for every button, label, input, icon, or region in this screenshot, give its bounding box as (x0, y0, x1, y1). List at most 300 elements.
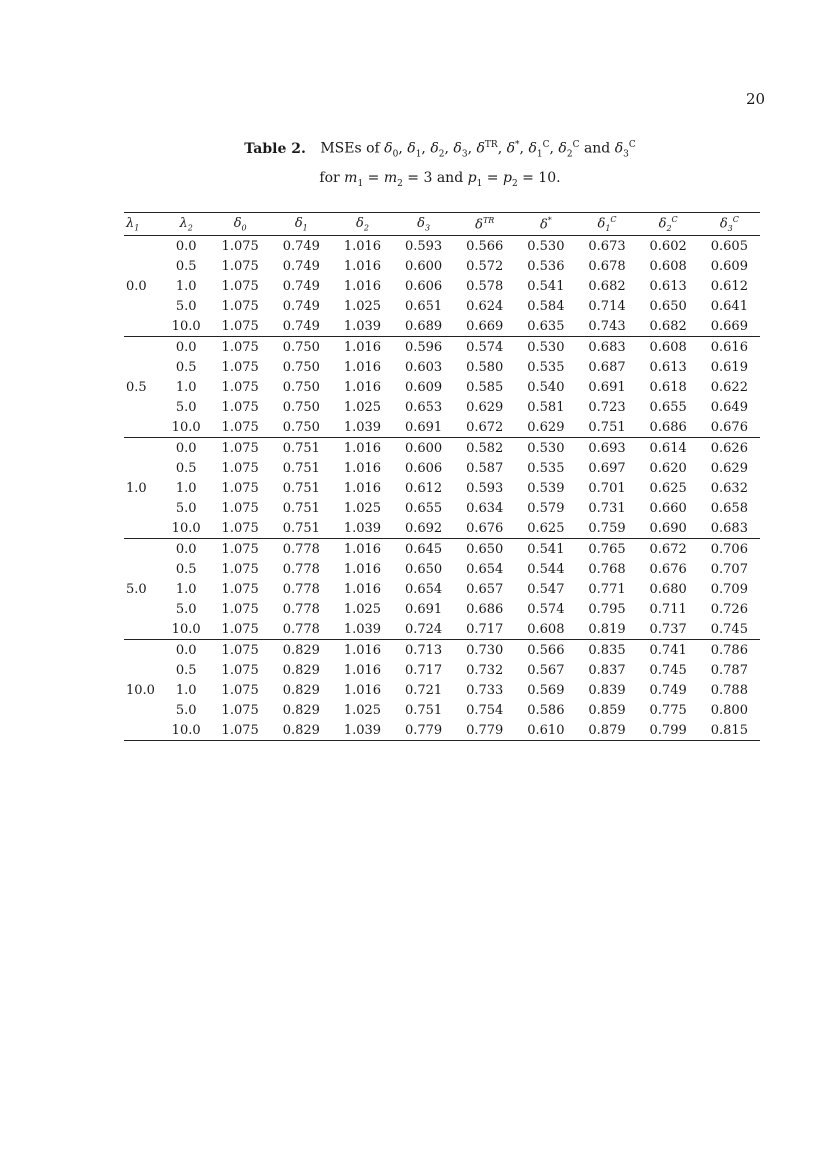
lambda1-cell (124, 417, 163, 438)
table-cell: 1.075 (210, 539, 271, 560)
table-cell: 0.629 (527, 419, 565, 435)
table-cell: 0.778 (271, 539, 332, 560)
lambda1-cell (124, 720, 163, 741)
lambda2-cell: 10.0 (171, 520, 201, 536)
table-row (124, 256, 760, 276)
table-cell: 0.650 (649, 298, 687, 314)
lambda2-cell: 0.0 (163, 640, 210, 661)
table-cell: 0.800 (710, 702, 748, 718)
table-cell: 0.724 (404, 621, 443, 637)
table-cell: 0.585 (466, 379, 504, 395)
column-header: $\delta_1^C$ (576, 213, 637, 236)
table-cell: 1.039 (343, 520, 382, 536)
table-cell: 1.075 (221, 480, 259, 496)
table-cell: 1.025 (343, 500, 382, 516)
table-cell: 0.741 (638, 640, 699, 661)
table-cell: 0.682 (588, 278, 626, 294)
table-row (124, 377, 760, 397)
table-cell: 0.750 (282, 419, 320, 435)
table-cell: 0.779 (393, 720, 454, 741)
table-cell: 0.596 (393, 337, 454, 358)
lambda2-cell: 0.5 (175, 258, 197, 274)
lambda1-cell (124, 296, 163, 316)
table-cell: 1.075 (221, 238, 259, 254)
caption-line-1: Table 2. MSEs of $\delta_0$, $\delta_1$, $\delta_2$, $\delta_3$, $\delta^{TR}$, δ*, $\delta_1^C$, $\delta_2^C$ and $\delta_3^C$ (244, 140, 636, 160)
table-cell: 0.586 (527, 702, 565, 718)
table-cell: 0.618 (649, 379, 687, 395)
table-cell: 0.672 (638, 539, 699, 560)
table-cell: 0.737 (649, 621, 687, 637)
table-cell: 0.778 (282, 621, 320, 637)
table-cell: 1.025 (343, 298, 382, 314)
table-cell: 0.625 (649, 480, 687, 496)
table-row (124, 660, 760, 680)
table-cell: 0.759 (588, 520, 626, 536)
table-cell: 0.658 (710, 500, 748, 516)
lambda1-cell (124, 660, 163, 680)
table-cell: 0.687 (588, 359, 626, 375)
table-cell: 1.016 (332, 438, 393, 459)
lambda2-cell: 10.0 (171, 621, 201, 637)
lambda1-cell (124, 559, 163, 579)
table-cell: 0.629 (466, 399, 504, 415)
table-cell: 0.778 (282, 581, 320, 597)
table-cell: 0.795 (588, 601, 626, 617)
table-cell: 0.654 (404, 581, 443, 597)
table-cell: 0.645 (393, 539, 454, 560)
table-cell: 0.799 (638, 720, 699, 741)
table-cell: 0.608 (649, 258, 687, 274)
table-cell: 1.016 (343, 238, 382, 254)
table-row (124, 700, 760, 720)
table-cell: 0.711 (649, 601, 687, 617)
lambda1-cell (124, 498, 163, 518)
table-cell: 0.829 (271, 640, 332, 661)
table-cell: 0.602 (649, 238, 687, 254)
table-cell: 0.581 (527, 399, 565, 415)
column-header: $\delta^{TR}$ (454, 213, 515, 236)
table-cell: 0.613 (649, 278, 687, 294)
table-cell: 0.686 (466, 601, 504, 617)
table-cell: 0.731 (588, 500, 626, 516)
table-cell: 1.075 (221, 298, 259, 314)
table-cell: 0.612 (710, 278, 748, 294)
table-cell: 1.016 (343, 662, 382, 678)
lambda1-cell (124, 700, 163, 720)
table-cell: 0.691 (588, 379, 626, 395)
table-cell: 0.691 (404, 601, 443, 617)
table-cell: 0.572 (466, 258, 504, 274)
table-row (124, 316, 760, 337)
table-cell: 0.683 (710, 520, 748, 536)
table-cell: 0.713 (393, 640, 454, 661)
column-header: δ* (515, 213, 576, 236)
table-cell: 0.535 (527, 460, 565, 476)
lambda1-cell: 1.0 (126, 480, 147, 496)
table-cell: 0.779 (454, 720, 515, 741)
caption-m-eq: = 3 and (407, 170, 464, 187)
table-cell: 1.075 (210, 337, 271, 358)
table-row (124, 438, 760, 459)
table-cell: 0.653 (404, 399, 443, 415)
table-cell: 0.859 (588, 702, 626, 718)
table-cell: 0.765 (576, 539, 637, 560)
table-row (124, 337, 760, 358)
lambda2-cell: 10.0 (171, 318, 201, 334)
table-cell: 0.733 (466, 682, 504, 698)
lambda2-cell: 0.0 (163, 337, 210, 358)
table-cell: 1.016 (332, 640, 393, 661)
table-cell: 0.778 (282, 601, 320, 617)
table-cell: 1.039 (343, 621, 382, 637)
table-row (124, 296, 760, 316)
lambda2-cell: 0.0 (163, 539, 210, 560)
table-cell: 0.754 (466, 702, 504, 718)
table-cell: 1.075 (210, 438, 271, 459)
table-row (124, 559, 760, 579)
table-cell: 0.569 (527, 682, 565, 698)
page-number: 20 (746, 90, 766, 108)
lambda1-cell (124, 619, 163, 640)
table-cell: 0.709 (710, 581, 748, 597)
table-cell: 0.839 (588, 682, 626, 698)
table-cell: 0.829 (282, 682, 320, 698)
table-cell: 0.750 (271, 337, 332, 358)
table-cell: 1.025 (343, 702, 382, 718)
lambda2-cell: 10.0 (171, 419, 201, 435)
table-cell: 1.075 (221, 601, 259, 617)
table-cell: 1.025 (343, 399, 382, 415)
mse-table (124, 212, 760, 741)
table-cell: 0.582 (454, 438, 515, 459)
table-cell: 0.609 (404, 379, 443, 395)
table-cell: 0.605 (710, 238, 748, 254)
table-cell: 0.751 (271, 438, 332, 459)
table-cell: 0.829 (282, 662, 320, 678)
table-cell: 0.634 (466, 500, 504, 516)
table-cell: 0.632 (710, 480, 748, 496)
table-cell: 0.593 (466, 480, 504, 496)
table-cell: 1.075 (221, 278, 259, 294)
table-row (124, 498, 760, 518)
column-header: $\delta_2^C$ (638, 213, 699, 236)
lambda1-cell (124, 458, 163, 478)
table-cell: 0.730 (454, 640, 515, 661)
table-cell: 1.075 (221, 682, 259, 698)
table-cell: 0.593 (404, 238, 443, 254)
table-cell: 1.039 (332, 720, 393, 741)
table-cell: 0.835 (576, 640, 637, 661)
table-cell: 0.690 (649, 520, 687, 536)
lambda2-cell: 0.5 (175, 561, 197, 577)
table-cell: 0.660 (649, 500, 687, 516)
table-cell: 0.603 (404, 359, 443, 375)
lambda1-cell (124, 236, 163, 257)
table-cell: 0.751 (282, 520, 320, 536)
table-cell: 0.626 (699, 438, 760, 459)
table-cell: 0.650 (404, 561, 443, 577)
table-cell: 1.075 (221, 258, 259, 274)
table-cell: 0.635 (527, 318, 565, 334)
column-header: $\delta_3^C$ (699, 213, 760, 236)
table-cell: 0.566 (466, 238, 504, 254)
lambda2-cell: 1.0 (175, 379, 197, 395)
table-cell: 0.655 (404, 500, 443, 516)
lambda2-cell: 5.0 (175, 500, 197, 516)
table-cell: 0.547 (527, 581, 565, 597)
table-cell: 0.622 (710, 379, 748, 395)
caption-label: Table 2. (244, 140, 306, 157)
table-cell: 0.657 (466, 581, 504, 597)
table-cell: 1.016 (343, 682, 382, 698)
table-row (124, 579, 760, 599)
table-cell: 0.683 (576, 337, 637, 358)
column-header: $\lambda_2$ (163, 213, 210, 236)
lambda2-cell: 5.0 (175, 399, 197, 415)
lambda2-cell: 5.0 (175, 298, 197, 314)
table-cell: 0.669 (710, 318, 748, 334)
table-cell: 0.787 (710, 662, 748, 678)
table-cell: 1.039 (343, 318, 382, 334)
caption-prefix: MSEs of (320, 140, 380, 157)
table-cell: 0.606 (404, 460, 443, 476)
lambda2-cell: 5.0 (175, 601, 197, 617)
table-cell: 0.829 (282, 702, 320, 718)
table-cell: 0.751 (404, 702, 443, 718)
table-cell: 0.879 (576, 720, 637, 741)
table-cell: 0.723 (588, 399, 626, 415)
column-header: $\delta_1$ (271, 213, 332, 236)
table-cell: 0.721 (404, 682, 443, 698)
table-row (124, 680, 760, 700)
lambda1-cell (124, 397, 163, 417)
lambda1-cell: 10.0 (126, 682, 155, 698)
table-cell: 1.016 (343, 359, 382, 375)
table-cell: 0.829 (271, 720, 332, 741)
table-cell: 1.016 (343, 278, 382, 294)
table-cell: 0.541 (515, 539, 576, 560)
table-cell: 1.075 (221, 460, 259, 476)
table-cell: 0.692 (404, 520, 443, 536)
table-row (124, 397, 760, 417)
table-cell: 0.678 (588, 258, 626, 274)
table-cell: 0.614 (638, 438, 699, 459)
lambda1-cell: 5.0 (126, 581, 147, 597)
table-row (124, 236, 760, 257)
table-cell: 0.749 (649, 682, 687, 698)
table-cell: 1.016 (332, 337, 393, 358)
table-cell: 0.771 (588, 581, 626, 597)
table-cell: 0.693 (576, 438, 637, 459)
table-row (124, 458, 760, 478)
table-cell: 0.788 (710, 682, 748, 698)
table-cell: 0.579 (527, 500, 565, 516)
table-row (124, 539, 760, 560)
header-row (124, 213, 760, 236)
table-cell: 1.075 (221, 561, 259, 577)
table-cell: 0.672 (466, 419, 504, 435)
table-cell: 1.039 (343, 419, 382, 435)
table-row (124, 640, 760, 661)
table-cell: 0.530 (515, 337, 576, 358)
table-cell: 0.574 (454, 337, 515, 358)
lambda1-cell (124, 256, 163, 276)
table-cell: 1.016 (332, 539, 393, 560)
table-row (124, 720, 760, 741)
table-cell: 0.732 (466, 662, 504, 678)
table-cell: 0.749 (282, 318, 320, 334)
table-cell: 0.701 (588, 480, 626, 496)
lambda1-cell (124, 640, 163, 661)
column-header: $\delta_2$ (332, 213, 393, 236)
table-cell: 0.536 (527, 258, 565, 274)
lambda1-cell (124, 438, 163, 459)
column-header: $\lambda_1$ (124, 213, 163, 236)
table-cell: 0.749 (282, 258, 320, 274)
table-cell: 0.649 (710, 399, 748, 415)
table-cell: 0.600 (404, 258, 443, 274)
lambda2-cell: 5.0 (175, 702, 197, 718)
table-cell: 1.016 (343, 581, 382, 597)
table-cell: 0.751 (282, 500, 320, 516)
table-cell: 0.751 (282, 480, 320, 496)
table-cell: 0.707 (710, 561, 748, 577)
table-cell: 0.540 (527, 379, 565, 395)
table-cell: 0.676 (649, 561, 687, 577)
table-cell: 0.629 (710, 460, 748, 476)
lambda1-cell: 0.0 (126, 278, 147, 294)
table-cell: 0.620 (649, 460, 687, 476)
table-cell: 1.075 (221, 379, 259, 395)
table-cell: 0.651 (404, 298, 443, 314)
table-cell: 0.743 (588, 318, 626, 334)
table-cell: 1.075 (221, 581, 259, 597)
table-cell: 0.749 (282, 278, 320, 294)
table-cell: 0.580 (466, 359, 504, 375)
table-cell: 0.686 (649, 419, 687, 435)
table-cell: 0.676 (466, 520, 504, 536)
table-cell: 0.567 (527, 662, 565, 678)
lambda1-cell (124, 518, 163, 539)
caption-line-2: for $m_1 = m_2 = 3$ and $p_1 = p_2 = 10$. (319, 170, 561, 190)
table-cell: 1.075 (221, 359, 259, 375)
table-cell: 0.609 (710, 258, 748, 274)
table-cell: 0.689 (404, 318, 443, 334)
lambda2-cell: 0.5 (175, 359, 197, 375)
table-row (124, 518, 760, 539)
table-cell: 0.600 (393, 438, 454, 459)
table-cell: 0.608 (527, 621, 565, 637)
table-cell: 0.751 (588, 419, 626, 435)
table-cell: 0.624 (466, 298, 504, 314)
table-cell: 0.749 (282, 238, 320, 254)
table-cell: 1.075 (210, 640, 271, 661)
table-cell: 0.530 (527, 238, 565, 254)
table-cell: 1.075 (221, 500, 259, 516)
table-cell: 0.610 (515, 720, 576, 741)
table-cell: 1.016 (343, 561, 382, 577)
lambda1-cell (124, 316, 163, 337)
table-cell: 0.544 (527, 561, 565, 577)
column-header: $\delta_0$ (210, 213, 271, 236)
table-cell: 0.608 (638, 337, 699, 358)
table-cell: 1.075 (221, 621, 259, 637)
column-header: $\delta_3$ (393, 213, 454, 236)
table-cell: 0.650 (454, 539, 515, 560)
table-cell: 0.539 (527, 480, 565, 496)
table-cell: 0.669 (466, 318, 504, 334)
lambda2-cell: 10.0 (163, 720, 210, 741)
table-cell: 0.641 (710, 298, 748, 314)
table-cell: 1.075 (221, 702, 259, 718)
table-cell: 0.613 (649, 359, 687, 375)
table-cell: 0.616 (699, 337, 760, 358)
lambda2-cell: 0.5 (175, 460, 197, 476)
table-cell: 0.815 (699, 720, 760, 741)
table-cell: 1.016 (343, 258, 382, 274)
table-cell: 0.726 (710, 601, 748, 617)
lambda1-cell (124, 357, 163, 377)
table-cell: 0.655 (649, 399, 687, 415)
table-cell: 1.016 (343, 480, 382, 496)
table-cell: 0.691 (404, 419, 443, 435)
table-cell: 1.075 (221, 318, 259, 334)
table-cell: 0.541 (527, 278, 565, 294)
table-cell: 0.578 (466, 278, 504, 294)
table-row (124, 619, 760, 640)
lambda1-cell (124, 599, 163, 619)
table-cell: 1.025 (343, 601, 382, 617)
table-cell: 0.676 (710, 419, 748, 435)
lambda1-cell (124, 337, 163, 358)
table-cell: 0.714 (588, 298, 626, 314)
table-cell: 0.751 (282, 460, 320, 476)
table-cell: 0.619 (710, 359, 748, 375)
lambda2-cell: 0.0 (163, 438, 210, 459)
table-cell: 1.075 (221, 520, 259, 536)
table-cell: 0.535 (527, 359, 565, 375)
lambda2-cell: 1.0 (175, 581, 197, 597)
table-cell: 0.837 (588, 662, 626, 678)
table-cell: 1.016 (343, 379, 382, 395)
table-cell: 1.075 (221, 662, 259, 678)
table-row (124, 478, 760, 498)
table-cell: 0.654 (466, 561, 504, 577)
lambda2-cell: 0.5 (175, 662, 197, 678)
table-cell: 0.745 (710, 621, 748, 637)
table-cell: 0.786 (699, 640, 760, 661)
lambda1-cell (124, 539, 163, 560)
table-cell: 0.717 (466, 621, 504, 637)
table-cell: 0.749 (282, 298, 320, 314)
table-cell: 0.625 (527, 520, 565, 536)
lambda2-cell: 1.0 (175, 682, 197, 698)
table-cell: 0.574 (527, 601, 565, 617)
table-cell: 1.075 (210, 720, 271, 741)
table-cell: 1.075 (221, 399, 259, 415)
table-cell: 0.778 (282, 561, 320, 577)
table-cell: 0.819 (588, 621, 626, 637)
table-cell: 0.587 (466, 460, 504, 476)
lambda1-cell: 0.5 (126, 379, 147, 395)
table-cell: 0.682 (649, 318, 687, 334)
table-row (124, 357, 760, 377)
caption-for: for (319, 170, 340, 187)
table-cell: 0.673 (588, 238, 626, 254)
table-cell: 1.016 (343, 460, 382, 476)
table-cell: 0.606 (404, 278, 443, 294)
caption-and: and (583, 140, 611, 157)
